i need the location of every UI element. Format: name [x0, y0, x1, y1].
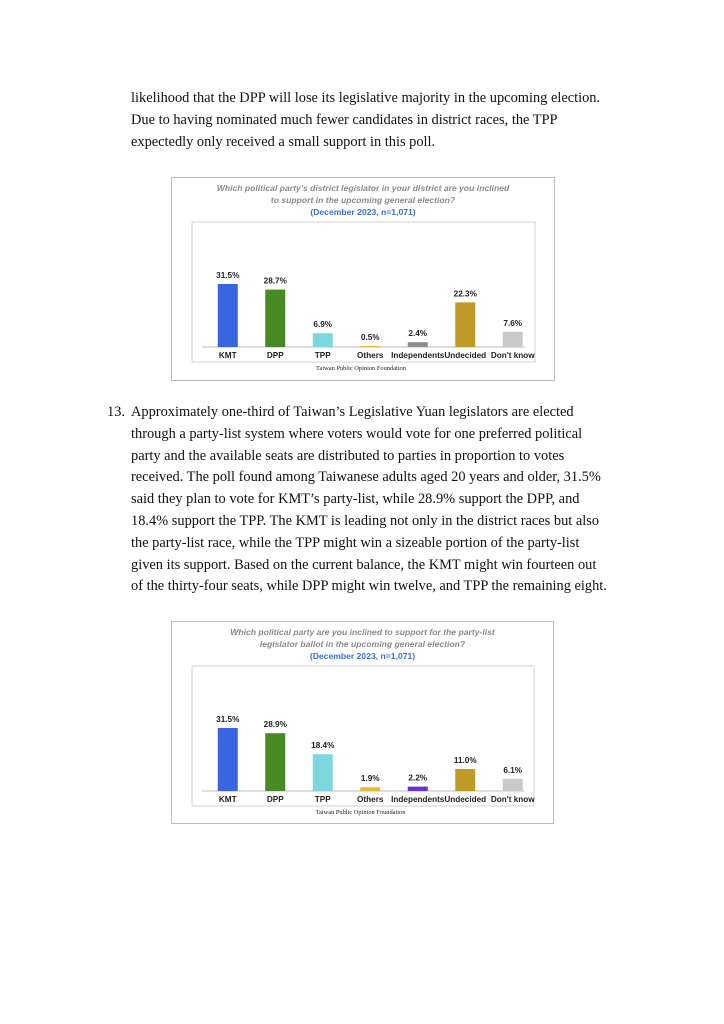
- bar-dpp: [265, 290, 285, 347]
- intro-paragraph: [131, 88, 631, 153]
- data-label: 28.7%: [263, 276, 287, 286]
- district-legislator-chart-svg: [172, 178, 554, 380]
- bar-others: [360, 346, 380, 347]
- text-line: the party-list race, while the TPP might win a sizeable portion of the party-list: [131, 534, 580, 551]
- text-line: party and the available seats are distributed to parties in proportion to votes: [131, 447, 565, 464]
- text-line: 18.4% support the TPP. The KMT is leading not only in the district races but also: [131, 512, 600, 529]
- bar-independents: [408, 787, 428, 791]
- bar-others: [360, 787, 380, 791]
- category-label: TPP: [314, 351, 331, 360]
- bar-independents: [408, 342, 428, 347]
- data-label: 6.9%: [313, 320, 333, 330]
- category-label: DPP: [266, 351, 284, 360]
- bar-dpp: [265, 733, 285, 791]
- category-label: Others: [357, 795, 384, 804]
- text-line: given its support. Based on the current balance, the KMT might win fourteen out: [131, 556, 597, 573]
- category-label: DPP: [266, 795, 284, 804]
- data-label: 2.4%: [408, 329, 428, 339]
- text-line: Due to having nominated much fewer candidates in district races, the TPP: [131, 111, 558, 128]
- text-line: of the thirty-four seats, while DPP might win twelve, and TPP the remaining eight.: [131, 578, 607, 595]
- data-label: 1.9%: [360, 774, 380, 784]
- bar-undecided: [455, 302, 475, 347]
- chart-date: (December 2023, n=1,071): [309, 651, 416, 661]
- text-line: received. The poll found among Taiwanese adults aged 20 years and older, 31.5%: [131, 469, 601, 486]
- district-legislator-chart: [171, 177, 555, 381]
- data-label: 31.5%: [216, 271, 240, 280]
- category-label: Independents: [391, 351, 445, 360]
- category-label: Don't know: [490, 795, 535, 804]
- text-line: expectedly only received a small support in this poll.: [131, 133, 436, 150]
- category-label: Undecided: [444, 351, 487, 360]
- data-label: 22.3%: [453, 289, 477, 299]
- text-line: said they plan to vote for KMT’s party-list, while 28.9% support the DPP, and: [131, 491, 580, 508]
- bar-tpp: [313, 333, 333, 347]
- data-label: 0.5%: [360, 333, 380, 342]
- data-label: 31.5%: [216, 715, 240, 724]
- data-label: 6.1%: [503, 765, 523, 775]
- category-label: TPP: [314, 795, 331, 804]
- text-line: through a party-list system where voters would vote for one preferred political: [131, 425, 583, 442]
- category-label: Don't know: [490, 351, 535, 360]
- text-line: Approximately one-third of Taiwan’s Legislative Yuan legislators are elected: [131, 404, 574, 420]
- party-list-chart: [171, 621, 554, 824]
- bar-tpp: [313, 754, 333, 791]
- category-label: Undecided: [444, 795, 487, 804]
- data-label: 7.6%: [503, 318, 523, 328]
- data-label: 2.2%: [408, 773, 428, 783]
- bar-undecided: [455, 769, 475, 791]
- party-list-chart-svg: [172, 622, 553, 823]
- text-line: likelihood that the DPP will lose its legislative majority in the upcoming election.: [131, 90, 601, 106]
- list-number: 13.: [107, 404, 125, 420]
- chart-source: Taiwan Public Opinion Foundation: [316, 365, 406, 372]
- chart-title-line: Which political party’s district legislator in your district are you inclined: [216, 183, 510, 193]
- data-label: 28.9%: [263, 720, 287, 730]
- data-label: 18.4%: [311, 741, 335, 751]
- data-label: 11.0%: [453, 756, 477, 765]
- bar-don-t-know: [503, 332, 523, 347]
- chart-title-line: Which political party are you inclined to support for the party-list: [230, 627, 495, 637]
- category-label: KMT: [218, 795, 237, 804]
- bar-don-t-know: [503, 779, 523, 791]
- category-label: KMT: [218, 351, 237, 360]
- chart-title-line: to support in the upcoming general election?: [270, 195, 456, 205]
- chart-date: (December 2023, n=1,071): [310, 207, 416, 217]
- bar-kmt: [218, 728, 238, 791]
- chart-title-line: legislator ballot in the upcoming general election?: [259, 639, 466, 649]
- item-13-paragraph: [131, 402, 631, 598]
- category-label: Independents: [391, 795, 445, 804]
- category-label: Others: [357, 351, 384, 360]
- chart-source: Taiwan Public Opinion Foundation: [315, 809, 406, 816]
- bar-kmt: [218, 284, 238, 347]
- plot-area-frame: [192, 666, 534, 806]
